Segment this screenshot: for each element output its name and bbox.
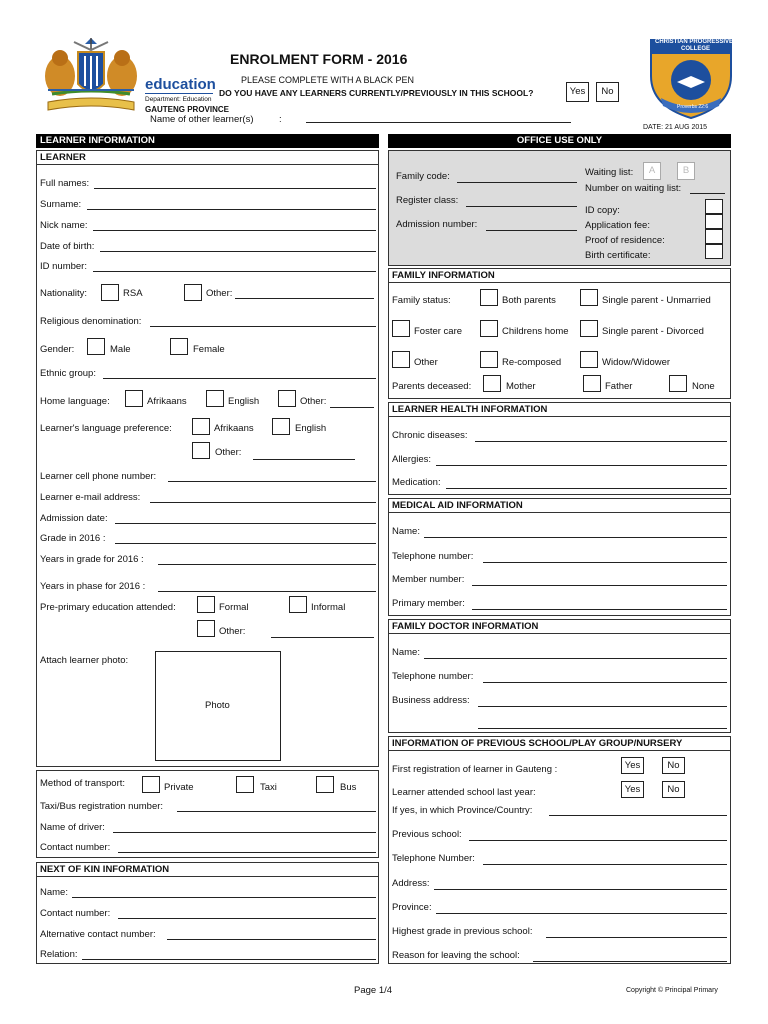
proof-residence-label: Proof of residence: (585, 235, 665, 246)
office-use-banner: OFFICE USE ONLY (388, 134, 731, 148)
deceased-none-checkbox[interactable] (669, 375, 687, 392)
deceased-none-label: None (692, 381, 715, 392)
register-class-line[interactable] (466, 206, 577, 207)
page-title: ENROLMENT FORM - 2016 (230, 51, 408, 67)
transport-contact-line[interactable] (118, 852, 376, 853)
kin-alt-line[interactable] (167, 939, 376, 940)
id-copy-checkbox[interactable] (705, 199, 723, 214)
both-parents-label: Both parents (502, 295, 556, 306)
admission-number-label: Admission number: (396, 219, 478, 230)
deceased-father-checkbox[interactable] (583, 375, 601, 392)
learners-question: DO YOU HAVE ANY LEARNERS CURRENTLY/PREVIOUSLY IN THIS SCHOOL? (219, 88, 534, 98)
nationality-other-label: Other: (206, 288, 233, 299)
deceased-father-label: Father (605, 381, 633, 392)
pre-primary-other-line[interactable] (271, 637, 374, 638)
doctor-name-label: Name: (392, 647, 420, 658)
pre-primary-formal-checkbox[interactable] (197, 596, 215, 613)
nationality-other-checkbox[interactable] (184, 284, 202, 301)
full-names-line[interactable] (94, 188, 376, 189)
registration-line[interactable] (177, 811, 376, 812)
transport-bus-checkbox[interactable] (316, 776, 334, 793)
health-title: LEARNER HEALTH INFORMATION (389, 403, 730, 417)
birth-cert-checkbox[interactable] (705, 244, 723, 259)
photo-label: Photo (205, 700, 230, 711)
education-wordmark: education (145, 76, 216, 93)
pref-other-checkbox[interactable] (192, 442, 210, 459)
home-lang-english-checkbox[interactable] (206, 390, 224, 407)
medical-tel-line[interactable] (483, 562, 727, 563)
pre-primary-other-label: Other: (219, 626, 246, 637)
nationality-other-line[interactable] (235, 298, 374, 299)
school-motto: Proverbs 22:6 (677, 104, 709, 110)
family-other-label: Other (414, 357, 438, 368)
grade-line[interactable] (115, 543, 376, 544)
surname-line[interactable] (87, 209, 376, 210)
doctor-tel-line[interactable] (483, 682, 727, 683)
proof-residence-checkbox[interactable] (705, 229, 723, 244)
first-registration-label: First registration of learner in Gauteng : (392, 764, 558, 775)
nationality-rsa-checkbox[interactable] (101, 284, 119, 301)
number-waiting-line[interactable] (690, 193, 725, 194)
pref-english-checkbox[interactable] (272, 418, 290, 435)
transport-label: Method of transport: (40, 778, 126, 789)
app-fee-label: Application fee: (585, 220, 650, 231)
doctor-tel-label: Telephone number: (392, 671, 474, 682)
transport-private-label: Private (164, 782, 194, 793)
chronic-label: Chronic diseases: (392, 430, 468, 441)
medical-primary-label: Primary member: (392, 598, 465, 609)
medical-primary-line[interactable] (472, 609, 727, 610)
kin-name-label: Name: (40, 887, 68, 898)
single-divorced-label: Single parent - Divorced (602, 326, 704, 337)
gender-male-checkbox[interactable] (87, 338, 105, 355)
allergies-line[interactable] (436, 465, 727, 466)
home-lang-afrikaans-checkbox[interactable] (125, 390, 143, 407)
home-lang-english-label: English (228, 396, 260, 407)
kin-name-line[interactable] (72, 897, 376, 898)
first-reg-no-box[interactable]: No (662, 757, 685, 774)
religion-label: Religious denomination: (40, 316, 142, 327)
kin-relation-line[interactable] (82, 959, 376, 960)
recomposed-label: Re-composed (502, 357, 562, 368)
recomposed-checkbox[interactable] (480, 351, 498, 368)
doctor-address-line-1[interactable] (478, 706, 727, 707)
transport-taxi-label: Taxi (260, 782, 277, 793)
kin-relation-label: Relation: (40, 949, 78, 960)
id-number-label: ID number: (40, 261, 87, 272)
nick-name-line[interactable] (93, 230, 376, 231)
kin-contact-label: Contact number: (40, 908, 111, 919)
driver-label: Name of driver: (40, 822, 105, 833)
transport-bus-label: Bus (340, 782, 357, 793)
allergies-label: Allergies: (392, 454, 432, 465)
attach-photo-label: Attach learner photo: (40, 655, 129, 666)
family-status-label: Family status: (392, 295, 451, 306)
admission-number-line[interactable] (486, 230, 577, 231)
pref-afrikaans-label: Afrikaans (214, 423, 254, 434)
waiting-list-label: Waiting list: (585, 167, 634, 178)
province-label: GAUTENG PROVINCE (145, 105, 230, 114)
if-yes-line[interactable] (549, 815, 727, 816)
app-fee-checkbox[interactable] (705, 214, 723, 229)
email-line[interactable] (150, 502, 376, 503)
doctor-name-line[interactable] (424, 658, 727, 659)
date-label: DATE: 21 AUG 2015 (643, 124, 708, 131)
prev-province-label: Province: (392, 902, 432, 913)
widow-checkbox[interactable] (580, 351, 598, 368)
learner-information-banner: LEARNER INFORMATION (36, 134, 379, 148)
page-number: Page 1/4 (354, 985, 393, 996)
doctor-address-line-2[interactable] (478, 728, 727, 729)
ethnic-line[interactable] (103, 378, 376, 379)
pre-primary-informal-checkbox[interactable] (289, 596, 307, 613)
dob-line[interactable] (100, 251, 376, 252)
nationality-label: Nationality: (40, 288, 87, 299)
medication-label: Medication: (392, 477, 441, 488)
register-class-label: Register class: (396, 195, 459, 206)
years-grade-label: Years in grade for 2016 : (40, 554, 144, 565)
prev-school-line[interactable] (469, 840, 727, 841)
if-yes-label: If yes, in which Province/Country: (392, 805, 533, 816)
previous-school-title: INFORMATION OF PREVIOUS SCHOOL/PLAY GROUP/NURSERY (389, 737, 730, 751)
gauteng-coat-of-arms-logo (38, 36, 144, 120)
waiting-list-a-box[interactable]: A (643, 162, 661, 180)
waiting-list-b-box[interactable]: B (677, 162, 695, 180)
deceased-mother-label: Mother (506, 381, 536, 392)
prev-address-label: Address: (392, 878, 430, 889)
ethnic-label: Ethnic group: (40, 368, 96, 379)
surname-label: Surname: (40, 199, 82, 210)
pre-primary-label: Pre-primary education attended: (40, 602, 176, 613)
single-divorced-checkbox[interactable] (580, 320, 598, 337)
attended-label: Learner attended school last year: (392, 787, 536, 798)
years-phase-label: Years in phase for 2016 : (40, 581, 146, 592)
cell-label: Learner cell phone number: (40, 471, 157, 482)
school-name-2: COLLEGE (681, 46, 711, 52)
pre-primary-informal-label: Informal (311, 602, 346, 613)
id-number-line[interactable] (93, 271, 376, 272)
gender-female-checkbox[interactable] (170, 338, 188, 355)
chronic-line[interactable] (475, 441, 727, 442)
years-grade-line[interactable] (158, 564, 376, 565)
other-learner-colon: : (279, 114, 282, 125)
admission-date-label: Admission date: (40, 513, 108, 524)
pref-english-label: English (295, 423, 327, 434)
doctor-address-label: Business address: (392, 695, 470, 706)
gender-label: Gender: (40, 344, 75, 355)
gender-female-label: Female (193, 344, 225, 355)
prev-tel-label: Telephone Number: (392, 853, 475, 864)
registration-label: Taxi/Bus registration number: (40, 801, 164, 812)
home-language-label: Home language: (40, 396, 110, 407)
foster-care-label: Foster care (414, 326, 463, 337)
single-unmarried-label: Single parent - Unmarried (602, 295, 711, 306)
pen-instruction: PLEASE COMPLETE WITH A BLACK PEN (241, 75, 415, 85)
other-learner-label: Name of other learner(s) (150, 114, 254, 125)
cell-line[interactable] (168, 481, 376, 482)
dob-label: Date of birth: (40, 241, 95, 252)
id-copy-label: ID copy: (585, 205, 620, 216)
family-title: FAMILY INFORMATION (389, 269, 730, 283)
nationality-rsa-label: RSA (123, 288, 143, 299)
admission-date-line[interactable] (115, 523, 376, 524)
single-unmarried-checkbox[interactable] (580, 289, 598, 306)
gender-male-label: Male (110, 344, 131, 355)
medical-member-label: Member number: (392, 574, 465, 585)
widow-label: Widow/Widower (602, 357, 671, 368)
home-lang-other-label: Other: (300, 396, 327, 407)
doctor-title: FAMILY DOCTOR INFORMATION (389, 620, 730, 634)
reason-line[interactable] (533, 961, 727, 962)
number-waiting-label: Number on waiting list: (585, 183, 682, 194)
medication-line[interactable] (446, 488, 727, 489)
pre-primary-formal-label: Formal (219, 602, 249, 613)
header-no-box[interactable]: No (596, 82, 619, 102)
attended-no-box[interactable]: No (662, 781, 685, 798)
home-lang-afrikaans-label: Afrikaans (147, 396, 187, 407)
attended-yes-box[interactable]: Yes (621, 781, 644, 798)
prev-school-label: Previous school: (392, 829, 462, 840)
pref-other-line[interactable] (253, 459, 355, 460)
copyright: Copyright © Principal Primary (626, 987, 718, 994)
nick-name-label: Nick name: (40, 220, 88, 231)
reason-label: Reason for leaving the school: (392, 950, 520, 961)
transport-taxi-checkbox[interactable] (236, 776, 254, 793)
highest-grade-line[interactable] (546, 937, 727, 938)
medical-name-line[interactable] (424, 537, 727, 538)
school-name-1: CHRISTIAN PROGRESSIVE (655, 39, 734, 45)
prev-province-line[interactable] (436, 913, 727, 914)
both-parents-checkbox[interactable] (480, 289, 498, 306)
prev-tel-line[interactable] (483, 864, 727, 865)
kin-alt-label: Alternative contact number: (40, 929, 156, 940)
foster-care-checkbox[interactable] (392, 320, 410, 337)
medical-name-label: Name: (392, 526, 420, 537)
learner-section-title: LEARNER (37, 151, 378, 165)
header-yes-box[interactable]: Yes (566, 82, 589, 102)
parents-deceased-label: Parents deceased: (392, 381, 472, 392)
grade-label: Grade in 2016 : (40, 533, 106, 544)
email-label: Learner e-mail address: (40, 492, 141, 503)
pref-afrikaans-checkbox[interactable] (192, 418, 210, 435)
first-reg-yes-box[interactable]: Yes (621, 757, 644, 774)
other-learner-line[interactable] (306, 122, 571, 123)
kin-title: NEXT OF KIN INFORMATION (37, 863, 378, 877)
childrens-home-label: Childrens home (502, 326, 569, 337)
prev-address-line[interactable] (434, 889, 727, 890)
full-names-label: Full names: (40, 178, 90, 189)
family-code-label: Family code: (396, 171, 450, 182)
pre-primary-other-checkbox[interactable] (197, 620, 215, 637)
medical-title: MEDICAL AID INFORMATION (389, 499, 730, 513)
transport-private-checkbox[interactable] (142, 776, 160, 793)
medical-tel-label: Telephone number: (392, 551, 474, 562)
education-underline (145, 93, 213, 94)
birth-cert-label: Birth certificate: (585, 250, 651, 261)
childrens-home-checkbox[interactable] (480, 320, 498, 337)
pref-other-label: Other: (215, 447, 242, 458)
years-phase-line[interactable] (158, 591, 376, 592)
language-preference-label: Learner's language preference: (40, 423, 172, 434)
home-lang-other-line[interactable] (330, 407, 374, 408)
deceased-mother-checkbox[interactable] (483, 375, 501, 392)
driver-line[interactable] (113, 832, 376, 833)
transport-contact-label: Contact number: (40, 842, 111, 853)
family-other-checkbox[interactable] (392, 351, 410, 368)
kin-contact-line[interactable] (118, 918, 376, 919)
family-code-line[interactable] (457, 182, 577, 183)
religion-line[interactable] (150, 326, 376, 327)
highest-grade-label: Highest grade in previous school: (392, 926, 533, 937)
department-label: Department: Education (145, 96, 212, 103)
medical-member-line[interactable] (472, 585, 727, 586)
home-lang-other-checkbox[interactable] (278, 390, 296, 407)
